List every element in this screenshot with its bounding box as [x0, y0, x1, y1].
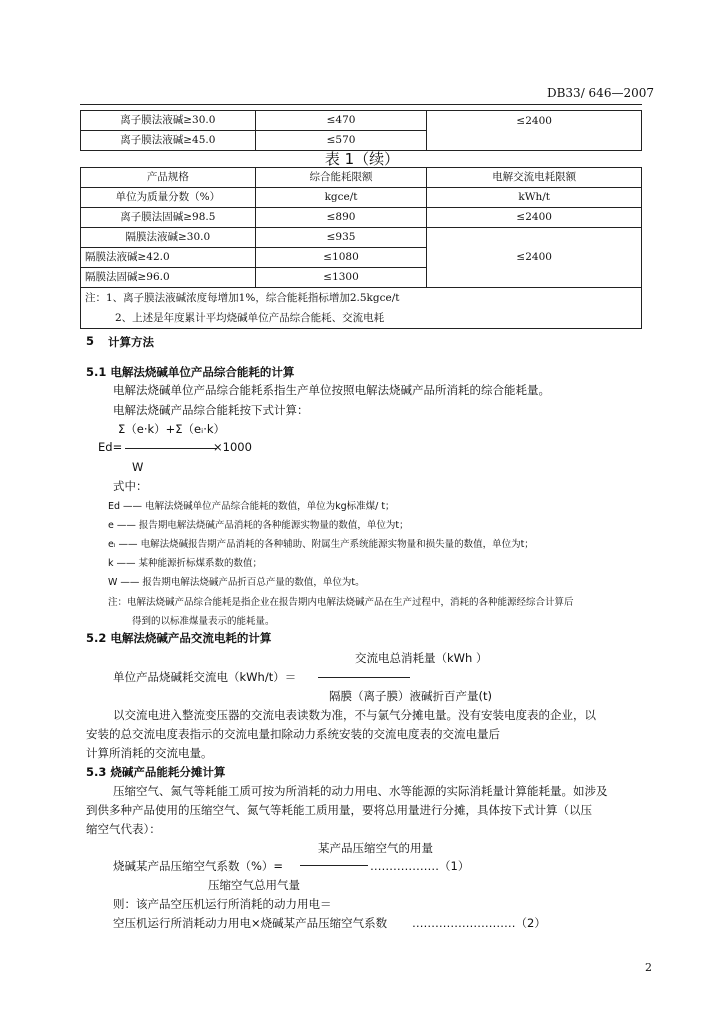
- table-cell: 隔膜法固碱≥96.0: [81, 268, 256, 288]
- definition-item: eᵢ —— 电解法烧碱报告期产品消耗的各种辅助、附属生产系统能源实物量和损失量的数值，单位为t；: [108, 539, 534, 550]
- table-header-row: [81, 168, 642, 188]
- paragraph: 则：该产品空压机运行所消耗的动力用电＝: [113, 897, 332, 911]
- table-cell: 离子膜法固碱≥98.5: [81, 208, 256, 228]
- definition-item: e —— 报告期电解法烧碱产品消耗的各种能源实物量的数值，单位为t；: [108, 520, 409, 531]
- formula-denominator: 压缩空气总用气量: [208, 878, 300, 892]
- table-cell-merged: ≤2400: [427, 228, 642, 288]
- column-header: 产品规格: [81, 168, 256, 188]
- table-cell: ≤2400: [427, 208, 642, 228]
- paragraph: 电解法烧碱单位产品综合能耗系指生产单位按照电解法烧碱产品所消耗的综合能耗量。: [113, 383, 550, 397]
- table-cell: ≤570: [255, 131, 427, 151]
- table-cell: 隔膜法液碱≥42.0: [81, 248, 256, 268]
- formula-lhs: 烧碱某产品压缩空气系数（%）=: [113, 859, 284, 873]
- formula-denominator: 隔膜（离子膜）液碱折百产量(t): [329, 689, 492, 703]
- formula-multiplier: ×1000: [213, 440, 252, 454]
- paragraph: 到供多种产品使用的压缩空气、氮气等耗能工质用量，要将总用量进行分摊，具体按下式计算（以压: [86, 803, 592, 817]
- table-cell: 离子膜法液碱≥45.0: [81, 131, 256, 151]
- note-line: 得到的以标准煤量表示的能耗量。: [132, 616, 275, 627]
- fraction-bar: [318, 677, 410, 678]
- column-header: 综合能耗限额: [255, 168, 427, 188]
- table-cell: 离子膜法液碱≥30.0: [81, 111, 256, 131]
- paragraph: 缩空气代表）：: [86, 822, 161, 836]
- formula-lhs: Ed=: [98, 440, 123, 454]
- table-cell-merged: ≤2400: [427, 111, 642, 151]
- table-cell: ≤935: [255, 228, 427, 248]
- section-title: 计算方法: [108, 335, 154, 349]
- table-row: [81, 228, 642, 248]
- equation-tag: ………………（1）: [370, 859, 470, 873]
- table-note-line: 2、上述是年度累计平均烧碱单位产品综合能耗、交流电耗: [115, 312, 385, 324]
- table-caption: 表 1（续）: [324, 150, 400, 168]
- table-continuation-top: [80, 110, 642, 151]
- column-header-unit: kgce/t: [255, 188, 427, 208]
- subsection-heading: 5.2 电解法烧碱产品交流电耗的计算: [86, 631, 272, 645]
- table-note-row: [81, 288, 642, 329]
- formula-numerator: 交流电总消耗量（kWh ）: [355, 651, 488, 665]
- where-label: 式中：: [113, 479, 148, 493]
- column-header-unit: 单位为质量分数（%）: [81, 188, 256, 208]
- table-row: [81, 111, 642, 131]
- page-number: 2: [645, 961, 652, 974]
- fraction-bar: [125, 448, 217, 449]
- paragraph: 以交流电进入整流变压器的交流电表读数为准，不与氯气分摊电量。没有安装电度表的企业，以: [113, 708, 596, 722]
- paragraph: 压缩空气、氮气等耗能工质可按为所消耗的动力用电、水等能源的实际消耗量计算能耗量。如涉及: [113, 784, 608, 798]
- definition-item: k —— 某种能源折标煤系数的数值；: [108, 558, 263, 569]
- section-number: 5: [86, 334, 95, 348]
- formula-denominator: W: [132, 460, 144, 474]
- paragraph: 计算所消耗的交流电量。: [86, 746, 213, 760]
- formula-numerator: Σ（e·k）+Σ（eᵢ·k）: [118, 422, 226, 436]
- paragraph: 电解法烧碱产品综合能耗按下式计算：: [113, 403, 309, 417]
- table-cell: ≤470: [255, 111, 427, 131]
- table-note-line: 注：1、离子膜法液碱浓度每增加1%，综合能耗指标增加2.5kgce/t: [85, 292, 400, 304]
- energy-consumption-table: [80, 167, 642, 329]
- column-header: 电解交流电耗限额: [427, 168, 642, 188]
- table-header-row: [81, 188, 642, 208]
- formula-lhs: 单位产品烧碱耗交流电（kWh/t）＝: [113, 670, 297, 684]
- definition-item: Ed —— 电解法烧碱单位产品综合能耗的数值，单位为kg标准煤/ t；: [108, 501, 395, 512]
- subsection-heading: 5.3 烧碱产品能耗分摊计算: [86, 765, 226, 779]
- header-rule: [80, 104, 642, 105]
- table-cell: ≤890: [255, 208, 427, 228]
- formula-numerator: 某产品压缩空气的用量: [318, 841, 433, 855]
- column-header-unit: kWh/t: [427, 188, 642, 208]
- paragraph: 安装的总交流电度表指示的交流电量扣除动力系统安装的交流电度表的交流电量后: [86, 727, 500, 741]
- definition-item: W —— 报告期电解法烧碱产品折百总产量的数值，单位为t。: [108, 577, 365, 588]
- fraction-bar: [300, 865, 368, 866]
- table-row: [81, 208, 642, 228]
- table-cell: 隔膜法液碱≥30.0: [81, 228, 256, 248]
- table-cell: ≤1300: [255, 268, 427, 288]
- table-cell: ≤1080: [255, 248, 427, 268]
- note-line: 注：电解法烧碱产品综合能耗是指企业在报告期内电解法烧碱产品在生产过程中，消耗的各种能源经综合计算后: [108, 597, 574, 608]
- equation-tag: ………………………（2）: [412, 916, 546, 930]
- paragraph: 空压机运行所消耗动力用电×烧碱某产品压缩空气系数: [113, 916, 388, 930]
- subsection-heading: 5.1 电解法烧碱单位产品综合能耗的计算: [86, 365, 295, 379]
- table-note: [81, 288, 642, 329]
- document-number: DB33/ 646—2007: [546, 86, 654, 100]
